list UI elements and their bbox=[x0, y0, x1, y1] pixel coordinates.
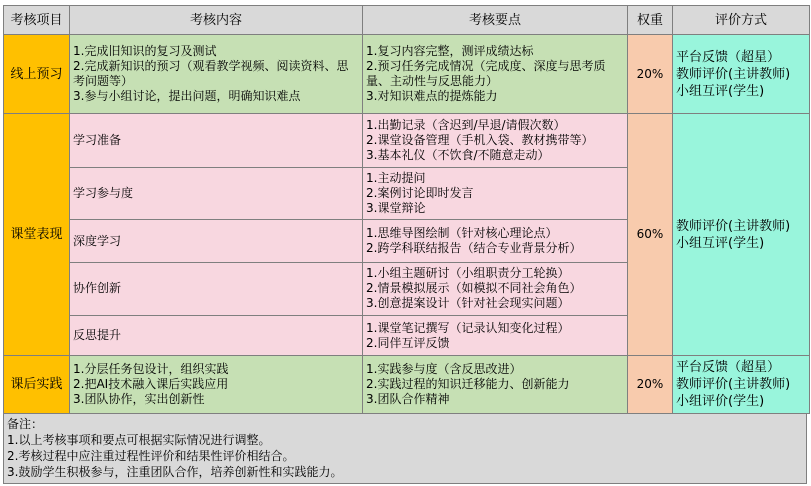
classroom-points-1: 1.出勤记录（含迟到/早退/请假次数） 2.课堂设备管理（手机入袋、教材携带等） 3.基本礼仪（不饮食/不随意走动） bbox=[363, 114, 628, 168]
online-row bbox=[4, 35, 810, 114]
note-item: 2.考核过程中应注重过程性评价和结果性评价相结合。 bbox=[7, 449, 295, 463]
header-row bbox=[4, 6, 810, 35]
classroom-content-5: 反思提升 bbox=[70, 316, 363, 356]
online-weight: 20% bbox=[628, 35, 673, 114]
after-item: 课后实践 bbox=[4, 356, 70, 414]
classroom-points-5: 1.课堂笔记撰写（记录认知变化过程） 2.同伴互评反馈 bbox=[363, 316, 628, 356]
classroom-points-3: 1.思维导图绘制（针对核心理论点） 2.跨学科联结报告（结合专业背景分析） bbox=[363, 220, 628, 262]
header-weight: 权重 bbox=[628, 6, 673, 35]
notes-panel bbox=[3, 414, 807, 484]
classroom-content-3: 深度学习 bbox=[70, 220, 363, 262]
online-content: 1.完成旧知识的复习及测试 2.完成新知识的预习（观看教学视频、阅读资料、思考问题等） 3.参与小组讨论，提出问题，明确知识难点 bbox=[70, 35, 363, 114]
after-row bbox=[4, 356, 810, 414]
classroom-method: 教师评价(主讲教师) 小组互评(学生) bbox=[673, 114, 810, 356]
header-item: 考核项目 bbox=[4, 6, 70, 35]
online-points: 1.复习内容完整，测评成绩达标 2.预习任务完成情况（完成度、深度与思考质量、主动性与反思能力） 3.对知识难点的提炼能力 bbox=[363, 35, 628, 114]
classroom-points-4: 1.小组主题研讨（小组职责分工轮换） 2.情景模拟展示（如模拟不同社会角色） 3.创意提案设计（针对社会现实问题） bbox=[363, 262, 628, 316]
notes-title: 备注： bbox=[7, 417, 44, 431]
after-content: 1.分层任务包设计，组织实践 2.把AI技术融入课后实践应用 3.团队协作，实出创新性 bbox=[70, 356, 363, 414]
note-item: 3.鼓励学生积极参与，注重团队合作，培养创新性和实践能力。 bbox=[7, 465, 343, 479]
online-item: 线上预习 bbox=[4, 35, 70, 114]
classroom-weight: 60% bbox=[628, 114, 673, 356]
after-method: 平台反馈（超星） 教师评价(主讲教师) 小组评价(学生) bbox=[673, 356, 810, 414]
classroom-item: 课堂表现 bbox=[4, 114, 70, 356]
header-method: 评价方式 bbox=[673, 6, 810, 35]
classroom-points-2: 1.主动提问 2.案例讨论即时发言 3.课堂辩论 bbox=[363, 167, 628, 220]
assessment-table bbox=[3, 5, 810, 414]
note-item: 1.以上考核事项和要点可根据实际情况进行调整。 bbox=[7, 433, 271, 447]
header-points: 考核要点 bbox=[363, 6, 628, 35]
classroom-content-2: 学习参与度 bbox=[70, 167, 363, 220]
classroom-content-1: 学习准备 bbox=[70, 114, 363, 168]
header-content: 考核内容 bbox=[70, 6, 363, 35]
after-weight: 20% bbox=[628, 356, 673, 414]
classroom-row-1 bbox=[4, 114, 810, 168]
classroom-content-4: 协作创新 bbox=[70, 262, 363, 316]
online-method: 平台反馈（超星） 教师评价(主讲教师) 小组互评(学生) bbox=[673, 35, 810, 114]
after-points: 1.实践参与度（含反思改进） 2.实践过程的知识迁移能力、创新能力 3.团队合作精神 bbox=[363, 356, 628, 414]
